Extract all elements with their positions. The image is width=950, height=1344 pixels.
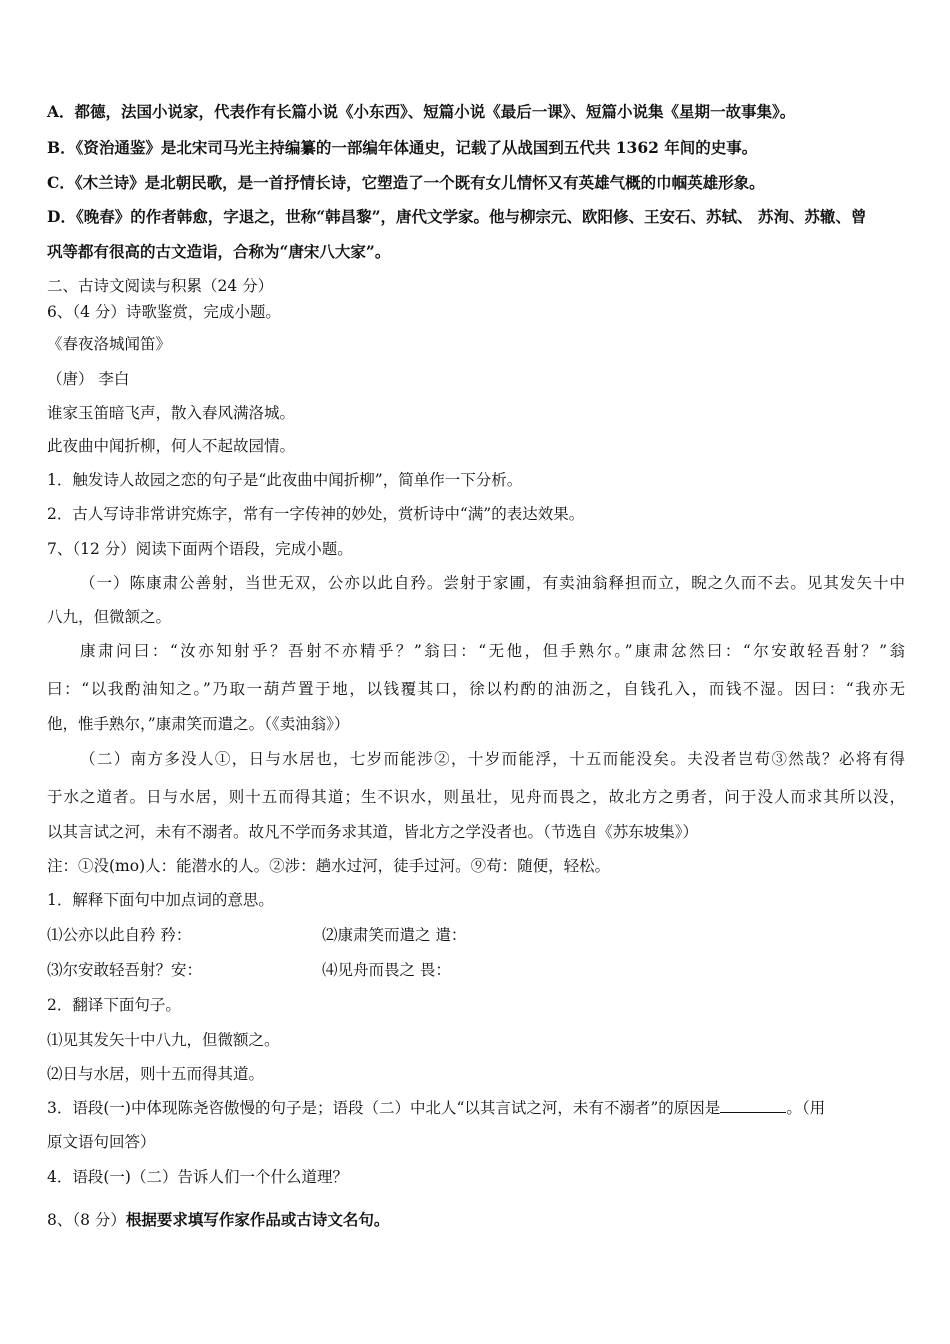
q7-sub1-b: ⑵康肃笑而遣之 遣： xyxy=(322,926,467,944)
q7-sub2-b: ⑵日与水居，则十五而得其道。 xyxy=(47,1065,265,1083)
q7-sub3 xyxy=(47,1098,825,1118)
passage1-line3: 康肃问曰：“汝亦知射乎？吾射不亦精乎？”翁曰：“无他，但手熟尔。”康肃忿然曰：“尔安敢轻吾射？”翁 xyxy=(80,642,905,660)
option-b: B．《资治通鉴》是北宋司马光主持编纂的一部编年体通史，记载了从战国到五代共 1362 年间的史事。 xyxy=(47,138,758,157)
poem-author: （唐） 李白 xyxy=(47,370,130,388)
passage1-line5: 他，惟手熟尔，”康肃笑而遣之。（《卖油翁》） xyxy=(47,715,350,733)
q7-sub1: 1．解释下面句中加点词的意思。 xyxy=(47,891,274,909)
q8-score: 8、（8 分） xyxy=(47,1211,126,1229)
option-c: C．《木兰诗》是北朝民歌，是一首抒情长诗，它塑造了一个既有女儿情怀又有英雄气概的巾帼英雄形象。 xyxy=(47,173,765,192)
passage1-line1: （一）陈康肃公善射，当世无双，公亦以此自矜。尝射于家圃，有卖油翁释担而立，睨之久而不去。见其发矢十中 xyxy=(80,574,905,592)
q7-sub3-line2: 原文语句回答） xyxy=(47,1133,156,1151)
q7-stem: 7、（12 分）阅读下面两个语段，完成小题。 xyxy=(47,540,353,558)
poem-title: 《春夜洛城闻笛》 xyxy=(47,335,172,353)
passage2-line2: 于水之道者。日与水居，则十五而得其道；生不识水，则虽壮，见舟而畏之，故北方之勇者，问于没人而求其所以没， xyxy=(47,788,905,806)
q8-instruction: 根据要求填写作家作品或古诗文名句。 xyxy=(125,1210,390,1229)
footnote: 注：①没(mo)人：能潜水的人。②涉：趟水过河，徒手过河。⑨苟：随便，轻松。 xyxy=(47,857,611,875)
q7-sub1-d: ⑷见舟而畏之 畏： xyxy=(322,961,451,979)
q7-sub1-a: ⑴公亦以此自矜 矜： xyxy=(47,926,192,944)
answer-blank[interactable] xyxy=(720,1098,786,1113)
q6-stem: 6、（4 分）诗歌鉴赏，完成小题。 xyxy=(47,303,281,321)
q7-sub3-text: 3．语段(一)中体现陈尧咨傲慢的句子是；语段（二）中北人“以其言试之河，未有不溺者”的原因是 xyxy=(47,1099,721,1117)
q7-sub2: 2．翻译下面句子。 xyxy=(47,996,181,1014)
option-a: A．都德，法国小说家，代表作有长篇小说《小东西》、短篇小说《最后一课》、短篇小说集《星期一故事集》。 xyxy=(47,102,796,121)
option-d-line1: D．《晚春》的作者韩愈，字退之，世称“韩昌黎”，唐代文学家。他与柳宗元、欧阳修、王安石、苏轼、 苏洵、苏辙、曾 xyxy=(47,207,867,226)
poem-line-1: 谁家玉笛暗飞声，散入春风满洛城。 xyxy=(47,404,296,422)
q7-sub4: 4．语段(一)（二）告诉人们一个什么道理？ xyxy=(47,1168,348,1186)
poem-line-2: 此夜曲中闻折柳，何人不起故园情。 xyxy=(47,437,296,455)
section-heading: 二、古诗文阅读与积累（24 分） xyxy=(47,277,274,295)
passage1-line2: 八九，但微颔之。 xyxy=(47,608,172,626)
q6-sub1: 1．触发诗人故园之恋的句子是“此夜曲中闻折柳”，简单作一下分析。 xyxy=(47,471,523,489)
option-d-line2: 巩等都有很高的古文造诣，合称为“唐宋八大家”。 xyxy=(47,242,391,261)
passage1-line4: 曰：“以我酌油知之。”乃取一葫芦置于地，以钱覆其口，徐以杓酌的油沥之，自钱孔入，而钱不湿。因曰：“我亦无 xyxy=(47,680,905,698)
q7-sub1-c: ⑶尔安敢轻吾射？安： xyxy=(47,961,203,979)
q7-sub3-tail: 。（用 xyxy=(786,1099,826,1117)
q6-sub2: 2．古人写诗非常讲究炼字，常有一字传神的妙处，赏析诗中“满”的表达效果。 xyxy=(47,505,585,523)
passage2-line3: 以其言试之河，未有不溺者。故凡不学而务求其道，皆北方之学没者也。（节选自《苏东坡集》） xyxy=(47,823,699,841)
q7-sub2-a: ⑴见其发矢十中八九，但微额之。 xyxy=(47,1031,280,1049)
passage2-line1: （二）南方多没人①，日与水居也，七岁而能涉②，十岁而能浮，十五而能没矣。夫没者岂苟③然哉？必将有得 xyxy=(80,750,905,768)
q8-stem xyxy=(47,1210,389,1230)
